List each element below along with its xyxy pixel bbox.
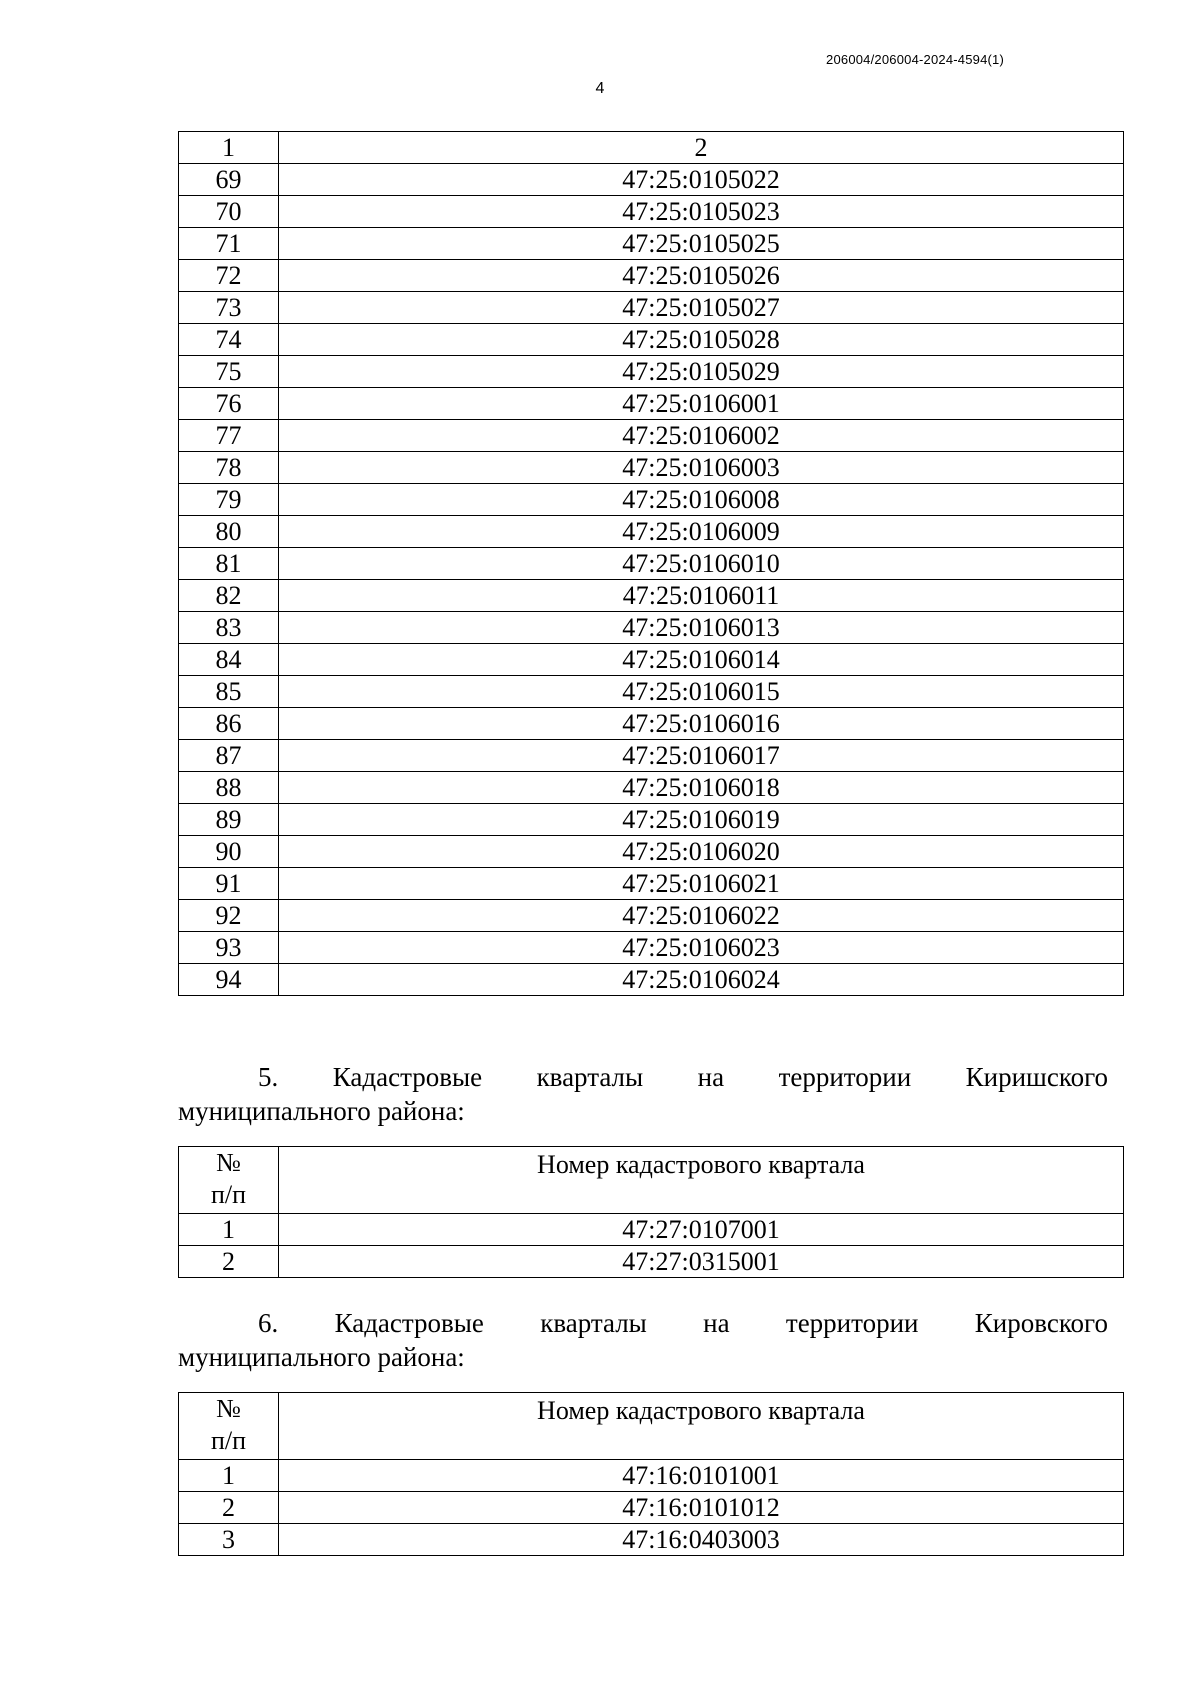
row-number-cell: 1 (179, 1460, 279, 1492)
table-header-row (179, 1393, 1124, 1460)
row-number-cell: 86 (179, 708, 279, 740)
table-row (179, 676, 1124, 708)
table-row (179, 324, 1124, 356)
cadastral-number-cell: 47:25:0105029 (279, 356, 1124, 388)
table-row (179, 1524, 1124, 1556)
column-number-2: 2 (279, 132, 1124, 164)
cadastral-table-continued (178, 131, 1124, 996)
row-number-cell: 83 (179, 612, 279, 644)
table-row (179, 740, 1124, 772)
cadastral-number-cell: 47:25:0106023 (279, 932, 1124, 964)
table-row (179, 612, 1124, 644)
row-number-header: № п/п (179, 1147, 279, 1214)
cadastral-number-cell: 47:25:0106018 (279, 772, 1124, 804)
cadastral-number-cell: 47:16:0101001 (279, 1460, 1124, 1492)
table-row (179, 932, 1124, 964)
row-number-cell: 70 (179, 196, 279, 228)
table-row (179, 1214, 1124, 1246)
row-number-cell: 69 (179, 164, 279, 196)
table-row (179, 804, 1124, 836)
row-number-cell: 80 (179, 516, 279, 548)
cadastral-number-cell: 47:25:0106017 (279, 740, 1124, 772)
cadastral-number-cell: 47:25:0106016 (279, 708, 1124, 740)
row-number-cell: 73 (179, 292, 279, 324)
cadastral-number-cell: 47:27:0107001 (279, 1214, 1124, 1246)
row-number-cell: 90 (179, 836, 279, 868)
cadastral-number-cell: 47:25:0106014 (279, 644, 1124, 676)
table-row (179, 388, 1124, 420)
cadastral-number-cell: 47:25:0106019 (279, 804, 1124, 836)
row-number-cell: 2 (179, 1246, 279, 1278)
table-row (179, 708, 1124, 740)
heading-word: территории (778, 1062, 912, 1092)
cadastral-number-cell: 47:25:0106013 (279, 612, 1124, 644)
row-number-cell: 1 (179, 1214, 279, 1246)
cadastral-number-cell: 47:27:0315001 (279, 1246, 1124, 1278)
cadastral-number-cell: 47:25:0106021 (279, 868, 1124, 900)
table-row (179, 1460, 1124, 1492)
table-row (179, 356, 1124, 388)
row-number-cell: 92 (179, 900, 279, 932)
table-row (179, 868, 1124, 900)
cadastral-number-cell: 47:25:0105023 (279, 196, 1124, 228)
row-number-cell: 77 (179, 420, 279, 452)
cadastral-number-cell: 47:16:0403003 (279, 1524, 1124, 1556)
section-5-heading (178, 1060, 1108, 1128)
row-number-cell: 91 (179, 868, 279, 900)
table-row (179, 164, 1124, 196)
heading-word: кварталы (540, 1308, 647, 1338)
heading-word: на (697, 1062, 725, 1092)
table-row (179, 900, 1124, 932)
row-number-cell: 79 (179, 484, 279, 516)
table-row (179, 964, 1124, 996)
cadastral-number-cell: 47:25:0106001 (279, 388, 1124, 420)
heading-word: территории (785, 1308, 919, 1338)
cadastral-number-cell: 47:25:0105028 (279, 324, 1124, 356)
column-number-1: 1 (179, 132, 279, 164)
row-number-cell: 81 (179, 548, 279, 580)
cadastral-number-cell: 47:25:0105025 (279, 228, 1124, 260)
row-number-cell: 82 (179, 580, 279, 612)
row-number-cell: 76 (179, 388, 279, 420)
heading-word: 6. (258, 1308, 279, 1338)
heading-word: на (703, 1308, 730, 1338)
row-number-cell: 89 (179, 804, 279, 836)
row-number-cell: 72 (179, 260, 279, 292)
cadastral-number-cell: 47:25:0106011 (279, 580, 1124, 612)
row-number-cell: 71 (179, 228, 279, 260)
table-row (179, 484, 1124, 516)
heading-word: кварталы (536, 1062, 644, 1092)
row-number-cell: 94 (179, 964, 279, 996)
kirovsk-cadastral-table (178, 1392, 1124, 1556)
cadastral-number-cell: 47:25:0105026 (279, 260, 1124, 292)
row-number-cell: 88 (179, 772, 279, 804)
row-number-cell: 87 (179, 740, 279, 772)
kirishi-cadastral-table (178, 1146, 1124, 1278)
section-6-heading-line1 (178, 1306, 1108, 1340)
section-5-heading-line2: муниципального района: (178, 1096, 465, 1126)
heading-word: Кадастровые (332, 1062, 483, 1092)
table-row (179, 228, 1124, 260)
cadastral-number-cell: 47:25:0106020 (279, 836, 1124, 868)
row-number-cell: 2 (179, 1492, 279, 1524)
section-6-heading (178, 1306, 1108, 1374)
row-number-cell: 78 (179, 452, 279, 484)
cadastral-number-header: Номер кадастрового квартала (279, 1393, 1124, 1460)
heading-word: Кировского (974, 1308, 1108, 1338)
section-5-heading-line1 (178, 1060, 1108, 1094)
row-number-cell: 85 (179, 676, 279, 708)
row-number-cell: 74 (179, 324, 279, 356)
table-row (179, 836, 1124, 868)
row-number-cell: 3 (179, 1524, 279, 1556)
table-row (179, 644, 1124, 676)
cadastral-number-cell: 47:25:0106003 (279, 452, 1124, 484)
row-number-header: № п/п (179, 1393, 279, 1460)
cadastral-number-cell: 47:25:0106022 (279, 900, 1124, 932)
page-number: 4 (595, 80, 605, 97)
table-row (179, 516, 1124, 548)
table-row (179, 1246, 1124, 1278)
cadastral-number-cell: 47:25:0106002 (279, 420, 1124, 452)
row-number-cell: 84 (179, 644, 279, 676)
cadastral-number-cell: 47:25:0106024 (279, 964, 1124, 996)
table-header-row (179, 1147, 1124, 1214)
table-row (179, 1492, 1124, 1524)
table-row (179, 452, 1124, 484)
section-6-heading-line2: муниципального района: (178, 1342, 465, 1372)
cadastral-number-header: Номер кадастрового квартала (279, 1147, 1124, 1214)
table-row (179, 772, 1124, 804)
row-number-cell: 93 (179, 932, 279, 964)
table-header-row (179, 132, 1124, 164)
cadastral-number-cell: 47:25:0105022 (279, 164, 1124, 196)
table-row (179, 196, 1124, 228)
table-row (179, 260, 1124, 292)
heading-word: Кадастровые (334, 1308, 484, 1338)
cadastral-number-cell: 47:25:0106009 (279, 516, 1124, 548)
row-number-cell: 75 (179, 356, 279, 388)
cadastral-number-cell: 47:25:0106010 (279, 548, 1124, 580)
cadastral-number-cell: 47:25:0106015 (279, 676, 1124, 708)
cadastral-number-cell: 47:25:0106008 (279, 484, 1124, 516)
table-row (179, 420, 1124, 452)
cadastral-number-cell: 47:25:0105027 (279, 292, 1124, 324)
table-row (179, 292, 1124, 324)
document-id: 206004/206004-2024-4594(1) (826, 52, 1004, 67)
cadastral-number-cell: 47:16:0101012 (279, 1492, 1124, 1524)
table-row (179, 580, 1124, 612)
table-row (179, 548, 1124, 580)
heading-word: Киришского (965, 1062, 1108, 1092)
heading-word: 5. (258, 1062, 279, 1092)
